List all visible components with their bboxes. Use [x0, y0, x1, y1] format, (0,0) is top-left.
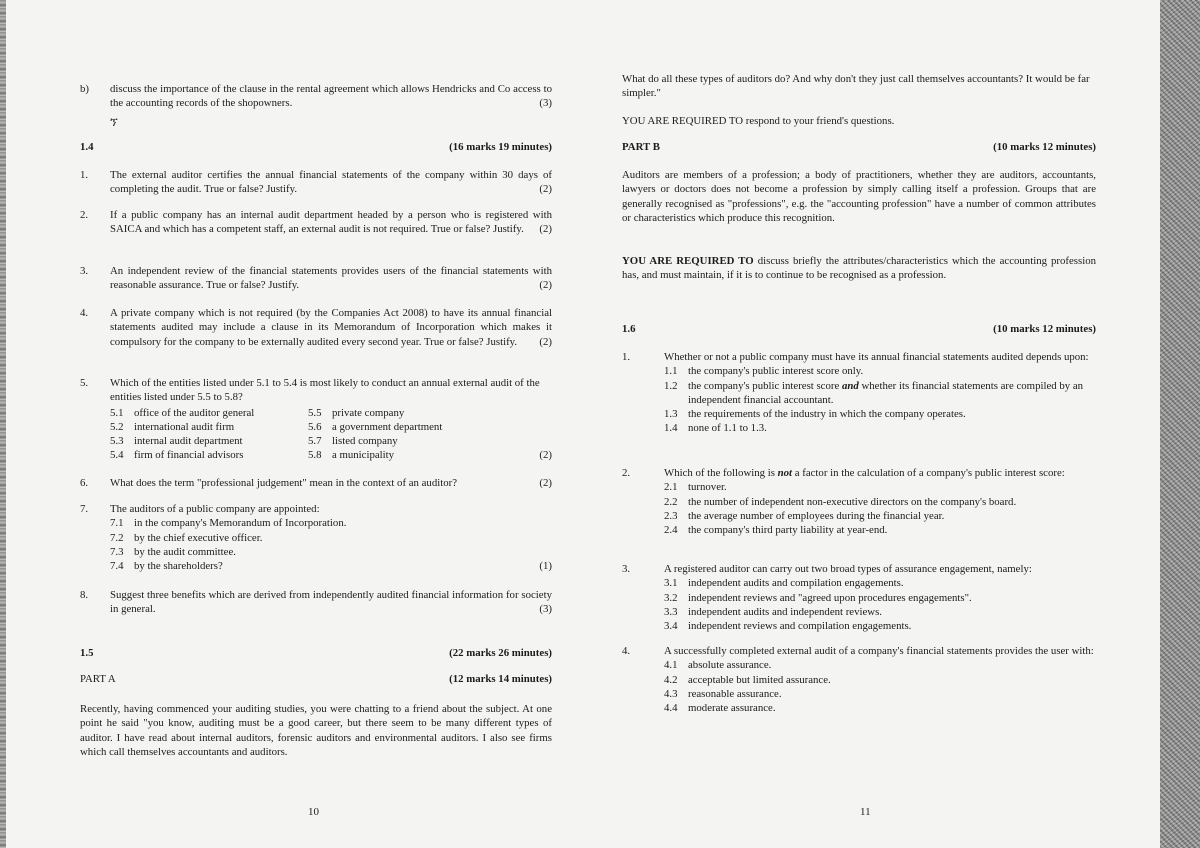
option: 3.1 independent audits and compilation engagements. — [664, 577, 904, 590]
question-number: 4. — [622, 645, 631, 657]
section-1-5-header — [80, 646, 552, 660]
marks: (2) — [539, 449, 552, 462]
marks: (2) — [539, 477, 552, 489]
option: 4.4 moderate assurance. — [664, 702, 776, 714]
question-number: b) — [80, 83, 89, 95]
question-text: A registered auditor can carry out two broad types of assurance engagement, namely: — [664, 563, 1032, 575]
question-number: 4. — [80, 307, 89, 319]
option: 7.3 by the audit committee. — [110, 545, 236, 558]
section-1-6-header — [622, 322, 1096, 336]
question-b — [80, 82, 552, 111]
marks: (2) — [539, 183, 552, 196]
scan-left-edge — [0, 0, 6, 848]
option: 7.1 in the company's Memorandum of Incorporation. — [110, 517, 347, 530]
question-text: Suggest three benefits which are derived from independently audited financial information for society in general. — [110, 589, 552, 616]
option: 3.3 independent audits and independent reviews. — [664, 605, 882, 618]
marks: (3) — [539, 97, 552, 110]
marks: (1) — [539, 560, 552, 572]
option: 2.3 the average number of employees during the financial year. — [664, 509, 945, 522]
required-a: YOU ARE REQUIRED TO respond to your friend's questions. — [622, 115, 895, 127]
option: 7.2 by the chief executive officer. — [110, 531, 263, 544]
question-6 — [80, 476, 552, 490]
mcq-2 — [622, 466, 1096, 537]
question-5 — [80, 376, 552, 463]
part-marks: (12 marks 14 minutes) — [449, 673, 552, 685]
question-text: Which of the following is not a factor in the calculation of a company's public interest score: — [664, 467, 1065, 479]
required-b: YOU ARE REQUIRED TO discuss briefly the attributes/characteristics which the accounting profession has, and must maintain, if it is to continue to be recognised as a profession. — [622, 255, 1097, 282]
question-number: 1. — [80, 169, 89, 181]
question-text: The auditors of a public company are appointed: — [110, 503, 320, 515]
option: 4.3 reasonable assurance. — [664, 687, 782, 700]
pair-row: 5.3 internal audit department 5.7 listed company — [110, 435, 398, 447]
option: 7.4 by the shareholders? (1) — [110, 560, 552, 572]
question-number: 8. — [80, 589, 89, 601]
right-page — [622, 0, 1096, 848]
section-label: 1.6 — [622, 323, 636, 335]
question-text: If a public company has an internal audit department headed by a person who is registered with SAICA and which has a competent staff, an external audit is not required. True or false? Justify. — [110, 209, 552, 236]
question-number: 2. — [622, 467, 631, 479]
question-number: 7. — [80, 503, 89, 515]
option: 2.2 the number of independent non-executive directors on the company's board. — [664, 495, 1017, 508]
option: 3.4 independent reviews and compilation engagements. — [664, 620, 912, 632]
part-label: PART A — [80, 673, 116, 685]
option: 1.4 none of 1.1 to 1.3. — [664, 422, 767, 435]
question-text: Which of the entities listed under 5.1 to 5.4 is most likely to conduct an annual external audit of the entities listed under 5.5 to 5.8? — [110, 377, 540, 404]
option: 2.4 the company's third party liability at year-end. — [664, 524, 888, 536]
question-1 — [80, 168, 552, 197]
pair-row: 5.4 firm of financial advisors 5.8 a municipality (2) — [110, 449, 552, 462]
mcq-3 — [622, 562, 1096, 633]
question-number: 3. — [622, 563, 631, 575]
section-marks: (16 marks 19 minutes) — [449, 141, 552, 153]
question-text: The external auditor certifies the annual financial statements of the company within 30 days of completing the audit. True or false? Justify. — [110, 169, 552, 196]
page-number: 11 — [860, 806, 871, 819]
option: 3.2 independent reviews and "agreed upon procedures engagements". — [664, 591, 972, 604]
part-a-header — [80, 672, 552, 686]
question-2 — [80, 208, 552, 237]
question-text: discuss the importance of the clause in the rental agreement which allows Hendricks and Co access to the accounting records of the shopowners. — [110, 83, 552, 110]
handwritten-annotation: ኘ — [110, 115, 118, 129]
option: 4.1 absolute assurance. — [664, 659, 772, 672]
scenario-paragraph: Recently, having commenced your auditing studies, you were chatting to a friend about the subject. At one point he said "you know, auditing must be a good career, but there seem to be many different types of auditor. I have read about internal auditors, forensic auditors and environmental auditors. I also see firms which call themselves accountants and auditors. — [80, 703, 552, 758]
question-4 — [80, 306, 552, 349]
question-text: A private company which is not required (by the Companies Act 2008) to have its annual financial statements audited may include a clause in its Memorandum of Incorporation which makes it compulsory for the company to be externally audited every second year. True or false? Justify. — [110, 307, 552, 348]
question-text: What does the term "professional judgement" mean in the context of an auditor? — [110, 477, 458, 489]
question-text: A successfully completed external audit of a company's financial statements provides the user with: — [664, 645, 1094, 657]
marks: (2) — [539, 223, 552, 236]
option: 2.1 turnover. — [664, 481, 727, 494]
question-number: 1. — [622, 351, 631, 363]
section-marks: (10 marks 12 minutes) — [993, 323, 1096, 335]
question-text: An independent review of the financial statements provides users of the financial statements with reasonable assurance. True or false? Justify. — [110, 265, 552, 292]
left-page — [80, 0, 552, 848]
mcq-1 — [622, 350, 1096, 436]
part-marks: (10 marks 12 minutes) — [993, 141, 1096, 153]
question-text: Whether or not a public company must have its annual financial statements audited depends upon: — [664, 351, 1089, 363]
entity-pairs — [110, 406, 552, 463]
marks: (3) — [539, 603, 552, 616]
section-label: 1.5 — [80, 647, 94, 659]
section-marks: (22 marks 26 minutes) — [449, 647, 552, 659]
part-b-header — [622, 140, 1096, 154]
pair-row: 5.1 office of the auditor general 5.5 private company — [110, 406, 405, 419]
pair-row: 5.2 international audit firm 5.6 a government department — [110, 420, 443, 433]
scan-right-edge — [1160, 0, 1200, 848]
question-number: 3. — [80, 265, 89, 277]
question-number: 5. — [80, 377, 89, 389]
question-7 — [80, 502, 552, 573]
question-8 — [80, 588, 552, 617]
option: 1.1 the company's public interest score only. — [664, 365, 864, 378]
question-3 — [80, 264, 552, 293]
option: 1.2 the company's public interest score and whether its financial statements are compiled by an independent financial accountant. — [664, 379, 1084, 406]
part-b-paragraph: Auditors are members of a profession; a body of practitioners, whether they are auditors, accountants, lawyers or doctors does not become a profession by simply calling itself a profession. Groups that are generally recognised as "professions", e.g. the "accounting profession" have a number of common attributes or characteristics which produce this recognition. — [622, 169, 1096, 224]
option: 4.2 acceptable but limited assurance. — [664, 673, 831, 686]
section-label: 1.4 — [80, 141, 94, 153]
question-number: 6. — [80, 477, 89, 489]
scenario-continued: What do all these types of auditors do? And why don't they just call themselves accountants? It would be far simpler." — [622, 73, 1090, 100]
question-number: 2. — [80, 209, 89, 221]
part-label: PART B — [622, 141, 660, 153]
page-number: 10 — [308, 806, 319, 819]
marks: (2) — [539, 279, 552, 292]
mcq-4 — [622, 644, 1096, 715]
section-1-4-header — [80, 140, 552, 154]
marks: (2) — [539, 335, 552, 348]
option: 1.3 the requirements of the industry in which the company operates. — [664, 408, 966, 420]
